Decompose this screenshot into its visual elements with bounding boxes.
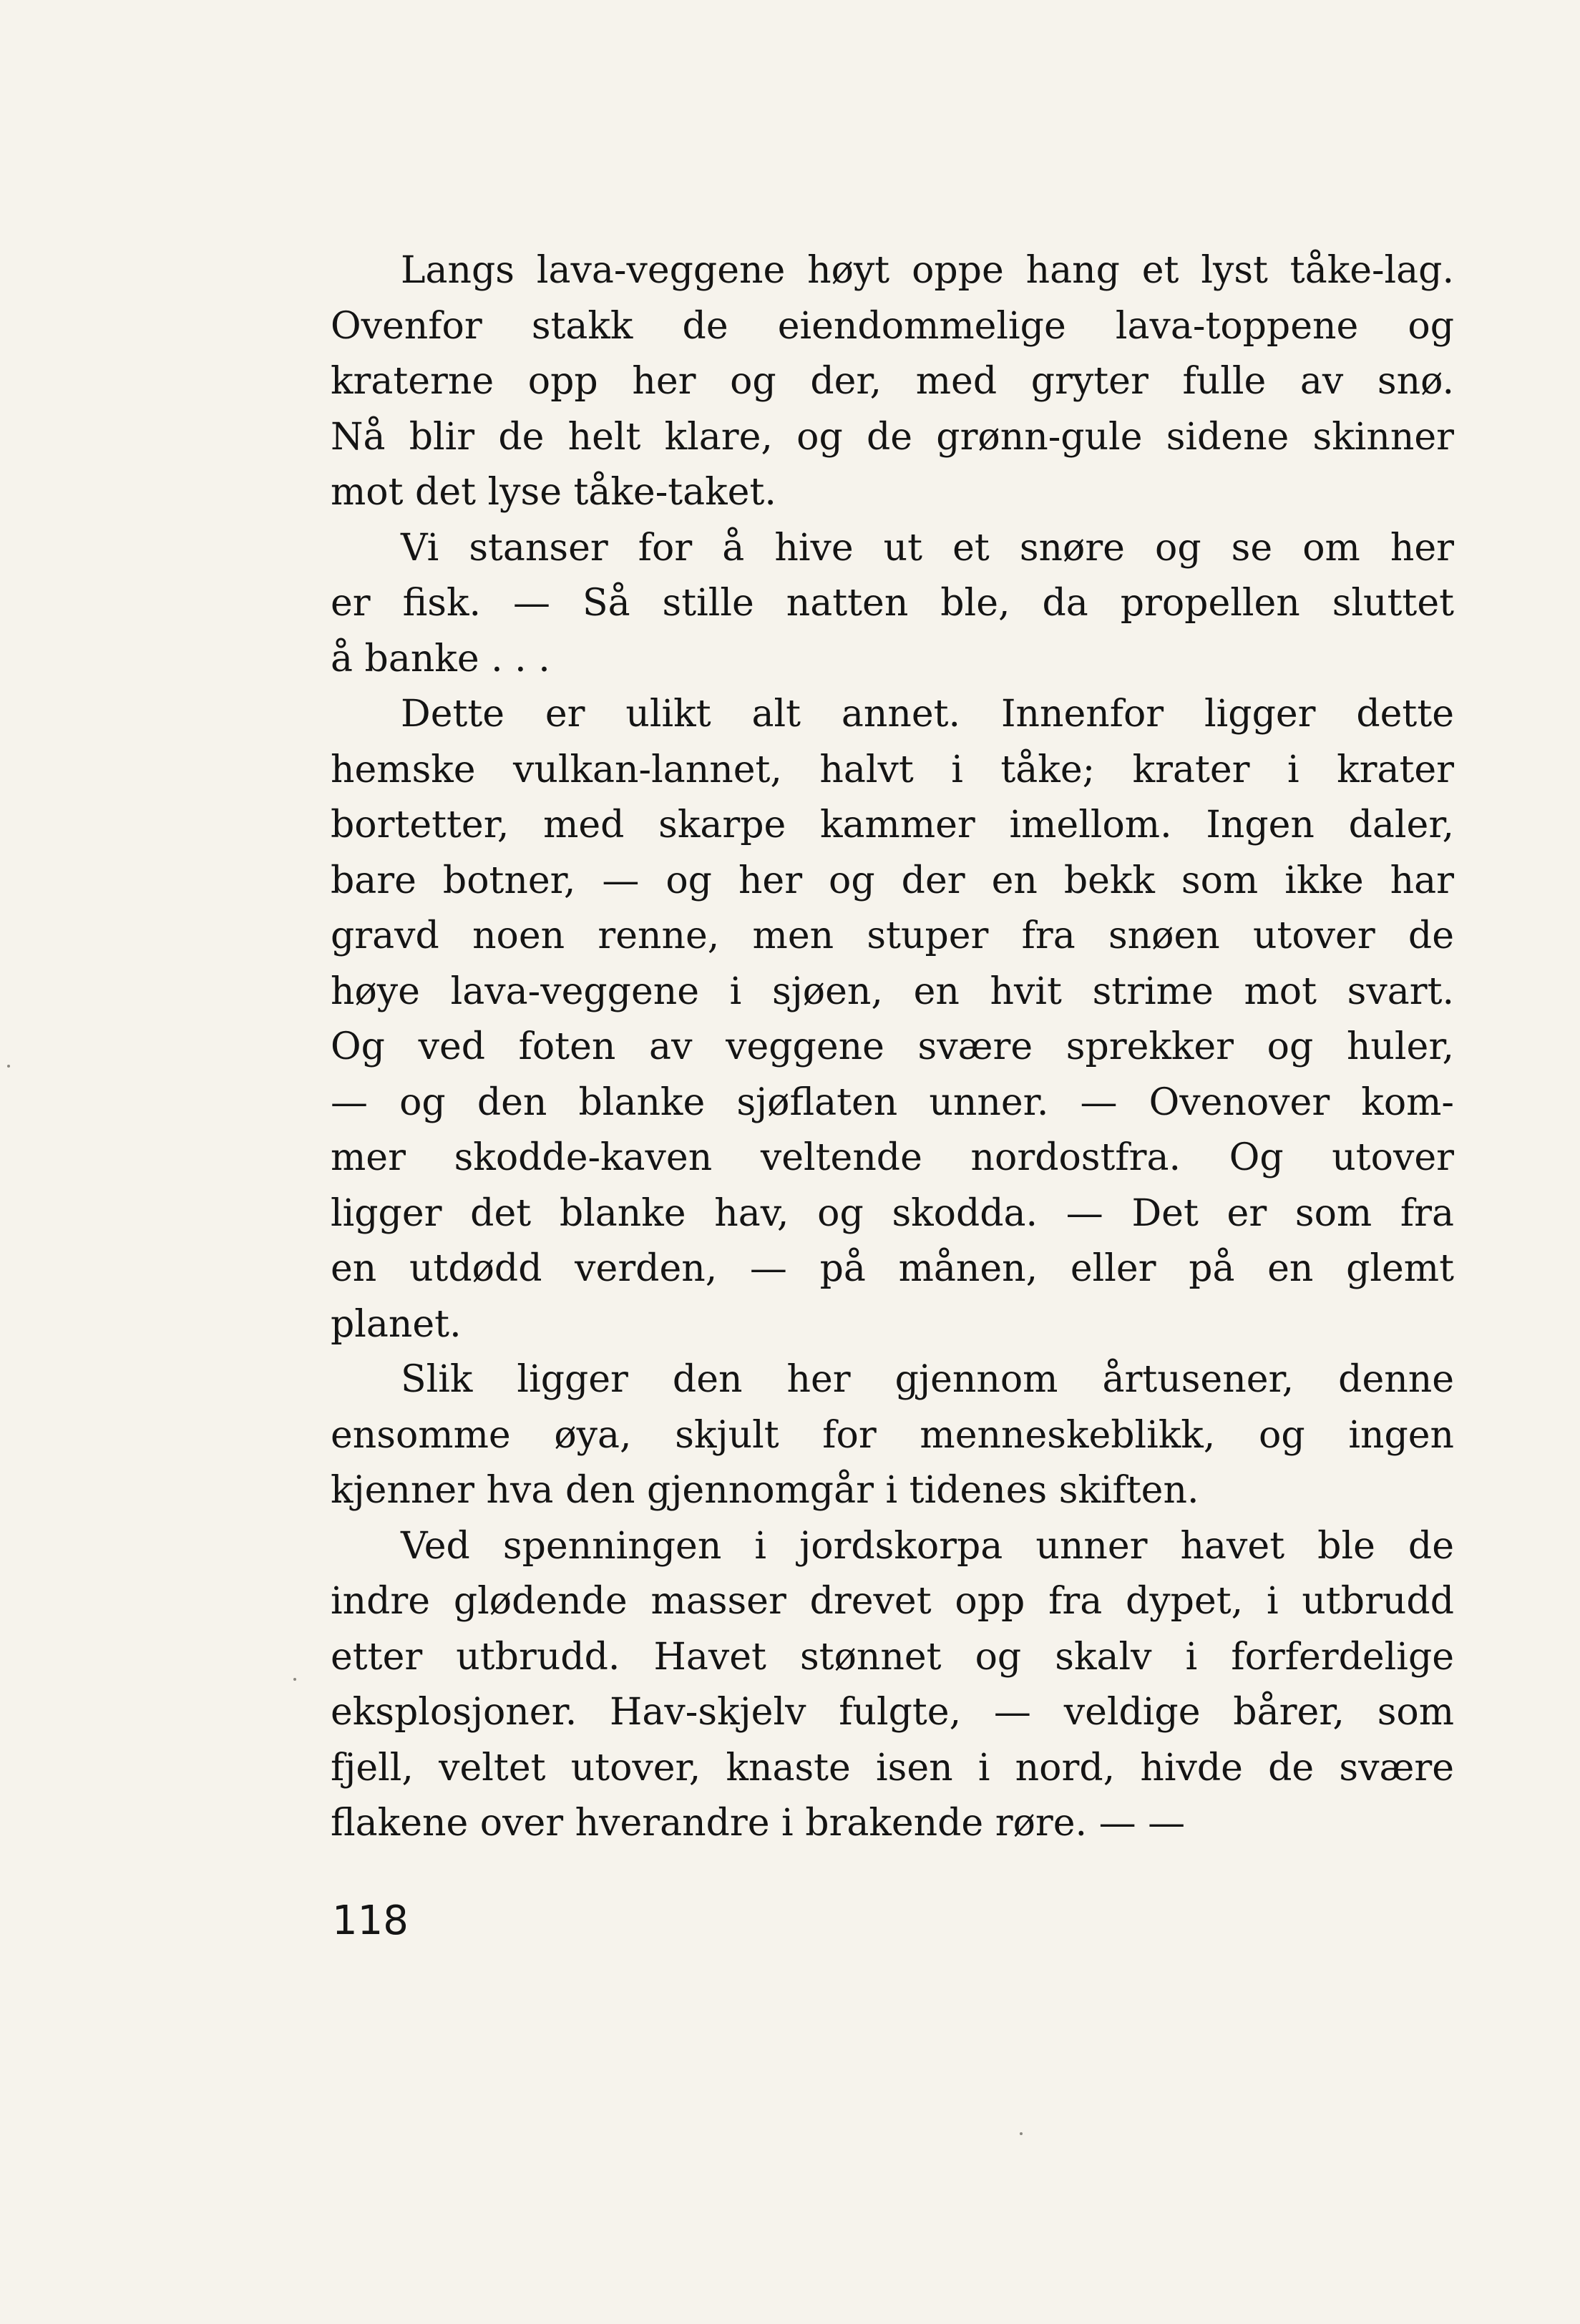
text-line: Dette er ulikt alt annet. Innenfor ligger dette xyxy=(401,693,1454,736)
text-line: mot det lyse tåke-taket. xyxy=(331,471,776,514)
text-line: Ovenfor stakk de eiendommelige lava-toppene og xyxy=(331,304,1454,348)
text-line: bare botner, — og her og der en bekk som ikke har xyxy=(331,859,1454,902)
text-line: fjell, veltet utover, knaste isen i nord, hivde de svære xyxy=(331,1746,1454,1790)
paper-speck xyxy=(293,1678,296,1681)
text-line: Nå blir de helt klare, og de grønn-gule sidene skinner xyxy=(331,415,1454,459)
page-number: 118 xyxy=(332,1898,409,1944)
text-line: å banke . . . xyxy=(331,637,550,680)
text-line: kjenner hva den gjennomgår i tidenes skiften. xyxy=(331,1469,1199,1512)
text-line: Langs lava-veggene høyt oppe hang et lyst tåke-lag. xyxy=(401,249,1454,292)
text-line: planet. xyxy=(331,1302,462,1346)
text-line: Og ved foten av veggene svære sprekker og huler, xyxy=(331,1025,1454,1068)
paper-speck xyxy=(7,1065,10,1068)
text-line: en utdødd verden, — på månen, eller på en glemt xyxy=(331,1247,1454,1290)
text-line: Slik ligger den her gjennom årtusener, denne xyxy=(401,1358,1454,1401)
text-line: indre glødende masser drevet opp fra dypet, i utbrudd xyxy=(331,1580,1454,1623)
text-line: Vi stanser for å hive ut et snøre og se om her xyxy=(401,526,1454,570)
text-line: høye lava-veggene i sjøen, en hvit strime mot svart. xyxy=(331,970,1454,1013)
text-line: ensomme øya, skjult for menneskeblikk, og ingen xyxy=(331,1413,1454,1457)
text-line: Ved spenningen i jordskorpa unner havet ble de xyxy=(401,1524,1454,1568)
text-line: gravd noen renne, men stuper fra snøen utover de xyxy=(331,914,1454,957)
body-text xyxy=(331,243,1454,1852)
text-line: — og den blanke sjøflaten unner. — Ovenover kom- xyxy=(331,1080,1454,1124)
text-line: mer skodde-kaven veltende nordostfra. Og utover xyxy=(331,1136,1454,1179)
text-line: flakene over hverandre i brakende røre. — — xyxy=(331,1802,1186,1845)
paper-speck xyxy=(1020,2132,1023,2135)
text-line: bortetter, med skarpe kammer imellom. Ingen daler, xyxy=(331,804,1454,846)
text-line: hemske vulkan-lannet, halvt i tåke; krater i krater xyxy=(331,748,1454,791)
text-line: ligger det blanke hav, og skodda. — Det er som fra xyxy=(331,1191,1454,1235)
text-line: eksplosjoner. Hav-skjelv fulgte, — veldige bårer, som xyxy=(331,1691,1454,1734)
text-line: er fisk. — Så stille natten ble, da propellen sluttet xyxy=(331,582,1454,625)
text-line: kraterne opp her og der, med gryter fulle av snø. xyxy=(331,360,1454,403)
text-line: etter utbrudd. Havet stønnet og skalv i forferdelige xyxy=(331,1635,1454,1679)
